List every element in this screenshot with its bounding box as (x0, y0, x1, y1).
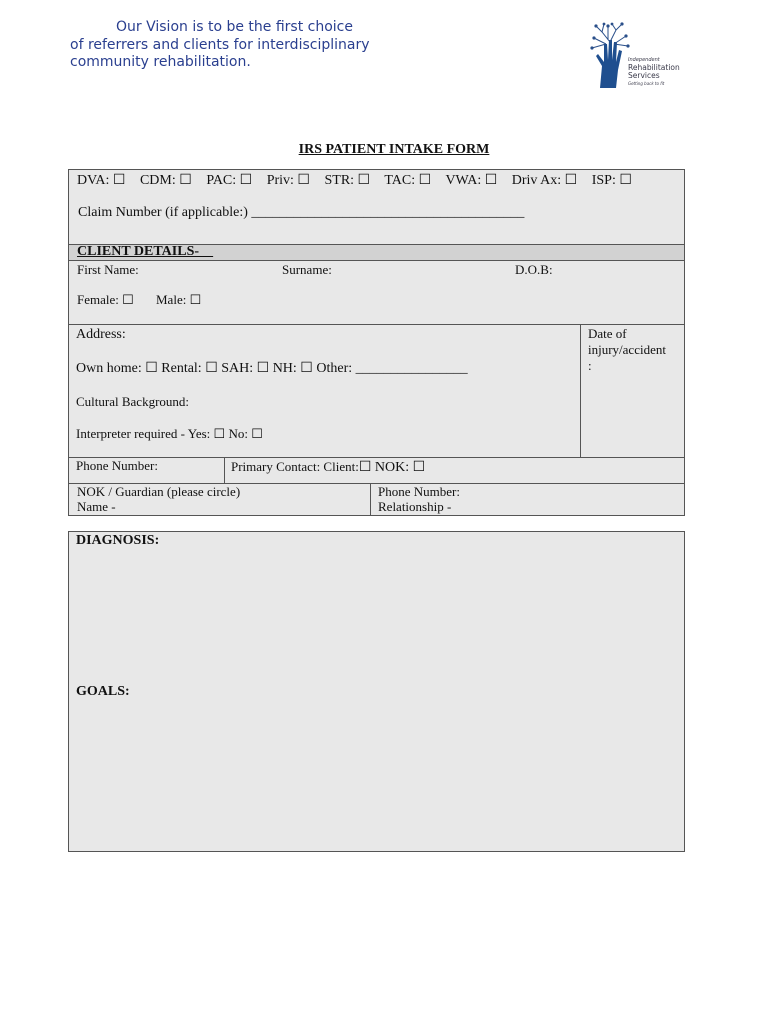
tree-hand-icon (590, 22, 630, 88)
claim-number-field[interactable]: Claim Number (if applicable:) _______________________________________ (78, 205, 525, 220)
first-name-field[interactable]: First Name: (77, 262, 139, 277)
checkbox-cdm[interactable]: CDM: ☐ (139, 173, 192, 188)
logo-text (628, 56, 680, 88)
client-details-heading: CLIENT DETAILS-__ (77, 244, 214, 259)
date-of-injury-label-1: Date of (588, 326, 627, 341)
logo-tagline: Getting back to fit (628, 81, 665, 86)
nok-phone-field[interactable]: Phone Number: (378, 484, 460, 499)
diagnosis-goals-section (68, 531, 685, 852)
checkbox-dva[interactable]: DVA: ☐ (77, 173, 126, 188)
checkbox-priv[interactable]: Priv: ☐ (266, 173, 310, 188)
phone-number-field[interactable]: Phone Number: (76, 458, 158, 473)
contact-divider (224, 458, 225, 483)
nok-section (68, 483, 685, 516)
client-name-section (68, 260, 685, 325)
address-divider (580, 325, 581, 457)
dob-field[interactable]: D.O.B: (515, 262, 553, 277)
diagnosis-label: DIAGNOSIS: (76, 533, 160, 548)
surname-field[interactable]: Surname: (282, 262, 332, 277)
primary-contact-row (231, 458, 425, 476)
date-of-injury-label-2: injury/accident (588, 342, 666, 357)
goals-area[interactable] (76, 706, 676, 844)
address-field[interactable]: Address: (76, 327, 126, 342)
cultural-background-field[interactable]: Cultural Background: (76, 394, 190, 409)
logo-line-3: Services (628, 71, 660, 80)
form-title: IRS PATIENT INTAKE FORM (298, 142, 490, 157)
checkbox-vwa[interactable]: VWA: ☐ (445, 173, 498, 188)
primary-contact-label: Primary Contact: Client: (231, 459, 359, 474)
nok-divider (370, 484, 371, 515)
contact-section (68, 457, 685, 484)
client-details-header (68, 244, 685, 261)
housing-checkboxes[interactable]: Own home: ☐ Rental: ☐ SAH: ☐ NH: ☐ Other: ________________ (76, 361, 468, 376)
checkbox-pac[interactable]: PAC: ☐ (206, 173, 253, 188)
goals-label: GOALS: (76, 684, 130, 699)
checkbox-female[interactable]: Female: ☐ (77, 292, 134, 307)
checkbox-str[interactable]: STR: ☐ (324, 173, 371, 188)
funding-section (68, 169, 685, 245)
date-of-injury-field[interactable]: : (588, 358, 592, 373)
checkbox-isp[interactable]: ISP: ☐ (591, 173, 632, 188)
logo-line-2: Rehabilitation (628, 63, 680, 72)
diagnosis-area[interactable] (76, 554, 676, 678)
checkbox-male[interactable]: Male: ☐ (156, 292, 202, 307)
checkbox-tac[interactable]: TAC: ☐ (384, 173, 432, 188)
nok-guardian-label: NOK / Guardian (please circle) (77, 484, 241, 499)
irs-logo (588, 20, 688, 92)
address-section (68, 324, 685, 458)
interpreter-checkboxes[interactable]: Interpreter required - Yes: ☐ No: ☐ (76, 426, 263, 441)
primary-contact-checkboxes[interactable]: ☐ NOK: ☐ (358, 460, 426, 475)
nok-relationship-field[interactable]: Relationship - (378, 499, 452, 514)
logo-line-1: Independent (628, 57, 660, 63)
vision-statement: Our Vision is to be the first choice of referrers and clients for interdisciplinary community rehabilitation. (70, 19, 370, 70)
nok-name-field[interactable]: Name - (77, 499, 116, 514)
funding-checkbox-row (77, 172, 632, 189)
checkbox-driv-ax[interactable]: Driv Ax: ☐ (511, 173, 578, 188)
